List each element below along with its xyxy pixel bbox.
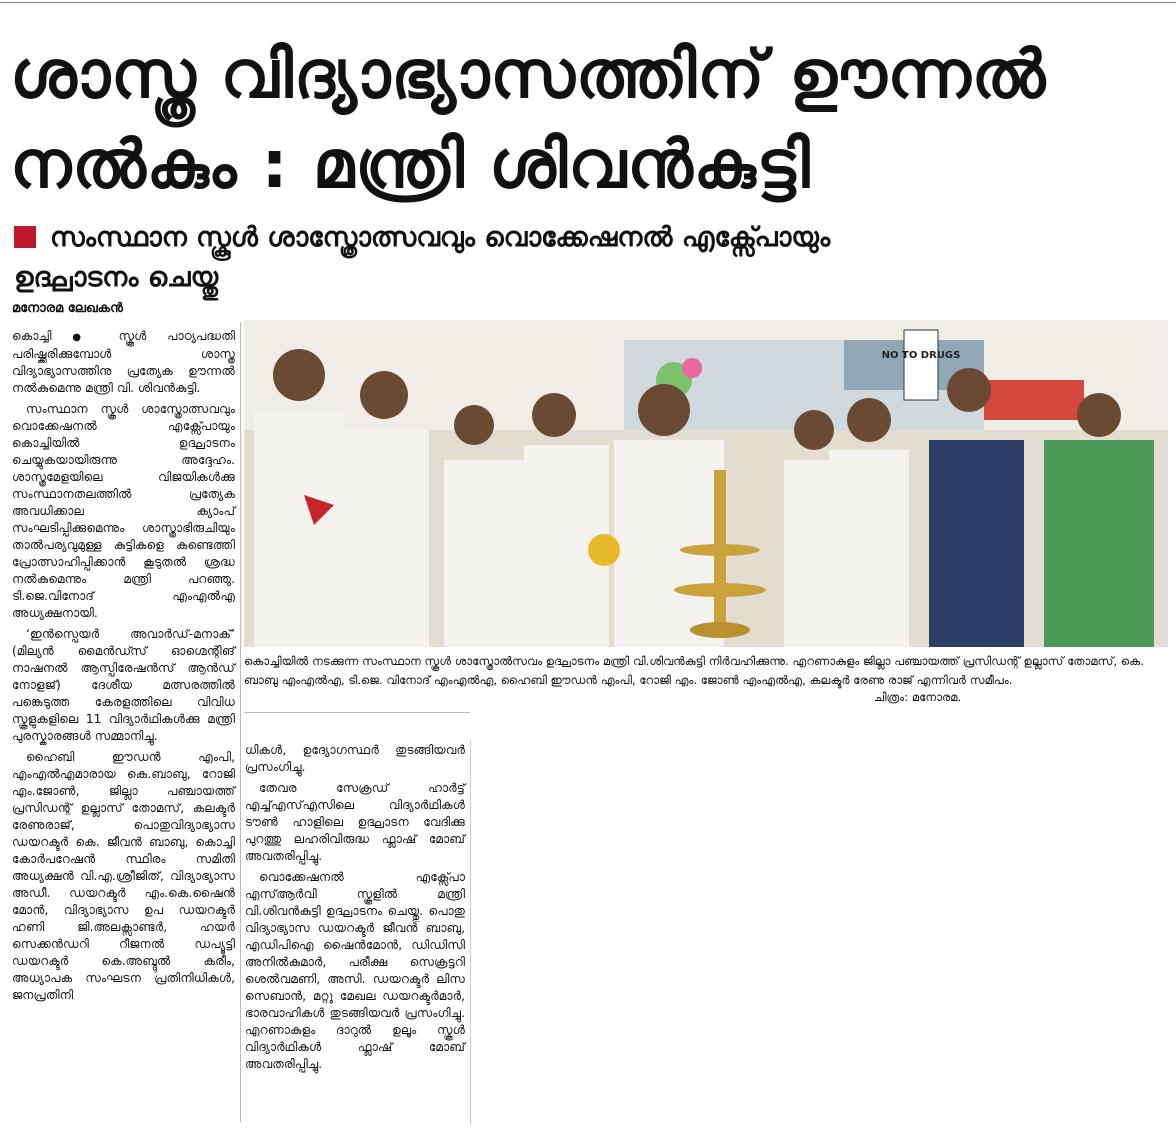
article-column-1 (12, 328, 235, 1008)
dateline: കൊച്ചി (12, 329, 52, 343)
subheadline (14, 218, 1164, 298)
article-paragraph: ഹൈബി ഈഡൻ എംപി, എംഎൽഎമാരായ കെ.ബാബു, റോജി എം.ജോൺ, ജില്ലാ പഞ്ചായത്ത് പ്രസിഡന്റ് ഉല്ലാസ് തോമസ്, കലക്ടർ രേണുരാജ്, പൊതുവിദ്യാഭ്യാസ ഡയറക്ടർ കെ. ജീവൻ ബാബു, കൊച്ചി കോർപറേഷൻ സ്ഥിരം സമിതി അധ്യക്ഷൻ വി.എ.ശ്രീജിത്, വിദ്യാഭ്യാസ അഡീ. ഡയറക്ടർ എം.കെ.ഷൈൻ മോൻ, വിദ്യാഭ്യാസ ഉപ ഡയറക്ടർ ഹണി ജി.അലക്സാണ്ടർ, ഹയർ സെക്കൻഡറി റീജനൽ ഡപ്യൂട്ടി ഡയറക്ടർ കെ.അബ്ദുൽ കരീം, അധ്യാപക സംഘടന പ്രതിനിധികൾ, ജനപ്രതിനി (12, 750, 235, 1002)
caption-divider (244, 712, 470, 713)
article-paragraph: ധികൾ, ഉദ്യോഗസ്ഥർ തുടങ്ങിയവർ പ്രസംഗിച്ചു. (245, 743, 465, 774)
photo-caption: കൊച്ചിയിൽ നടക്കുന്ന സംസ്ഥാന സ്കൂൾ ശാസ്ത്രോൽസവം ഉദ്ഘാടനം മന്ത്രി വി.ശിവൻകുട്ടി നിർവഹിക്കുന്നു. എറണാകുളം ജില്ലാ പഞ്ചായത്ത് പ്രസിഡന്റ് ഉല്ലാസ് തോമസ്, കെ. ബാബു എംഎൽഎ, ടി.ജെ. വിനോദ് എംഎൽഎ, ഹൈബി ഈഡൻ എംപി, റോജി എം. ജോൺ എംഎൽഎ, കലക്ടർ രേണു രാജ് എന്നിവർ സമീപം. (244, 654, 1144, 687)
banner-text: NO TO DRUGS (881, 350, 961, 361)
column-divider (240, 322, 241, 1122)
photo-illustration (244, 320, 1168, 647)
article-paragraph: സംസ്ഥാന സ്കൂൾ ശാസ്ത്രോത്സവവും വൊക്കേഷനൽ എക്സ്പോയും കൊച്ചിയിൽ ഉദ്ഘാടനം ചെയ്യുകയായിരുന്നു അദ്ദേഹം. ശാസ്ത്രമേളയിലെ വിജയികൾക്കു സംസ്ഥാനതലത്തിൽ പ്രത്യേക അവധിക്കാല ക്യാംപ് സംഘടിപ്പിക്കുമെന്നും ശാസ്ത്രാഭിരുചിയും താൽപര്യവുമുള്ള കുട്ടികളെ കണ്ടെത്തി പ്രോത്സാഹിപ്പിക്കാൻ കൂടുതൽ ശ്രദ്ധ നൽകുമെന്നും മന്ത്രി പറഞ്ഞു. ടി.ജെ.വിനോദ് എംഎൽഎ അധ്യക്ഷനായി. (12, 402, 235, 620)
news-photo (244, 320, 1168, 647)
lead-paragraph: കൊച്ചി ● സ്കൂൾ പാഠ്യപദ്ധതി പരിഷ്ക്കരിക്കുമ്പോൾ ശാസ്ത്ര വിദ്യാഭ്യാസത്തിനു പ്രത്യേക ഊന്നൽ നൽകുമെന്നു മന്ത്രി വി. ശിവൻകുട്ടി. (12, 329, 235, 395)
article-paragraph: ‘ഇൻസ്പെയർ അവാർഡ്-മനാക്’ (മില്യൻ മൈൻഡ്സ് ഓഗ്മെന്റിങ് നാഷനൽ ആസ്പിരേഷൻസ് ആൻഡ് നോളജ്) ദേശീയ മത്സരത്തിൽ പങ്കെടുത്ത കേരളത്തിലെ വിവിധ സ്കൂളുകളിലെ 11 വിദ്യാർഥികൾക്കു മന്ത്രി പുരസ്കാരങ്ങൾ സമ്മാനിച്ചു. (12, 627, 235, 743)
headline-line-2: നൽകും : മന്ത്രി ശിവൻകുട്ടി (10, 126, 811, 203)
red-square-bullet-icon (14, 226, 36, 248)
column-divider-2 (470, 740, 471, 1125)
top-rule (0, 2, 1176, 3)
headline (10, 30, 1170, 210)
article-column-2 (245, 742, 465, 1077)
subhead-line-1: സംസ്ഥാന സ്കൂൾ ശാസ്ത്രോത്സവവും വൊക്കേഷനൽ എക്സ്പോയും (50, 222, 831, 253)
article-paragraph: തേവര സേക്രഡ് ഹാർട്ട് എച്ച്എസ്എസിലെ വിദ്യാർഥികൾ ടൗൺ ഹാളിലെ ഉദ്ഘാടന വേദിക്കു പുറത്തു ലഹരിവിരുദ്ധ ഫ്ലാഷ് മോബ് അവതരിപ്പിച്ചു. (245, 781, 465, 863)
headline-line-1: ശാസ്ത്ര വിദ്യാഭ്യാസത്തിന് ഊന്നൽ (10, 36, 1047, 113)
bullet-dot-icon: ● (72, 332, 98, 343)
photo-credit: ചിത്രം: മനോരമ. (874, 690, 962, 704)
byline: മനോരമ ലേഖകൻ (12, 301, 123, 316)
subhead-line-2: ഉദ്ഘാടനം ചെയ്തു (14, 262, 219, 293)
article-paragraph: വൊക്കേഷനൽ എക്സ്പോ എസ്ആർവി സ്കൂളിൽ മന്ത്രി വി.ശിവൻകുട്ടി ഉദ്ഘാടനം ചെയ്തു. പൊതു വിദ്യാഭ്യാസ ഡയറക്ടർ ജീവൻ ബാബു, എഡിപിഐ ഷൈൻമോൻ, ഡിഡിസി അനിൽകുമാർ, പരീക്ഷ സെക്രട്ടറി ശെൽവമണി, അസി. ഡയറക്ടർ ലിസ സെബാൻ, മറ്റു മേഖല ഡയറക്ടർമാർ, ഭാരവാഹികൾ തുടങ്ങിയവർ പ്രസംഗിച്ചു. എറണാകുളം ദാറുൽ ഉലൂം സ്കൂൾ വിദ്യാർഥികൾ ഫ്ലാഷ് മോബ് അവതരിപ്പിച്ചു. (245, 870, 465, 1071)
